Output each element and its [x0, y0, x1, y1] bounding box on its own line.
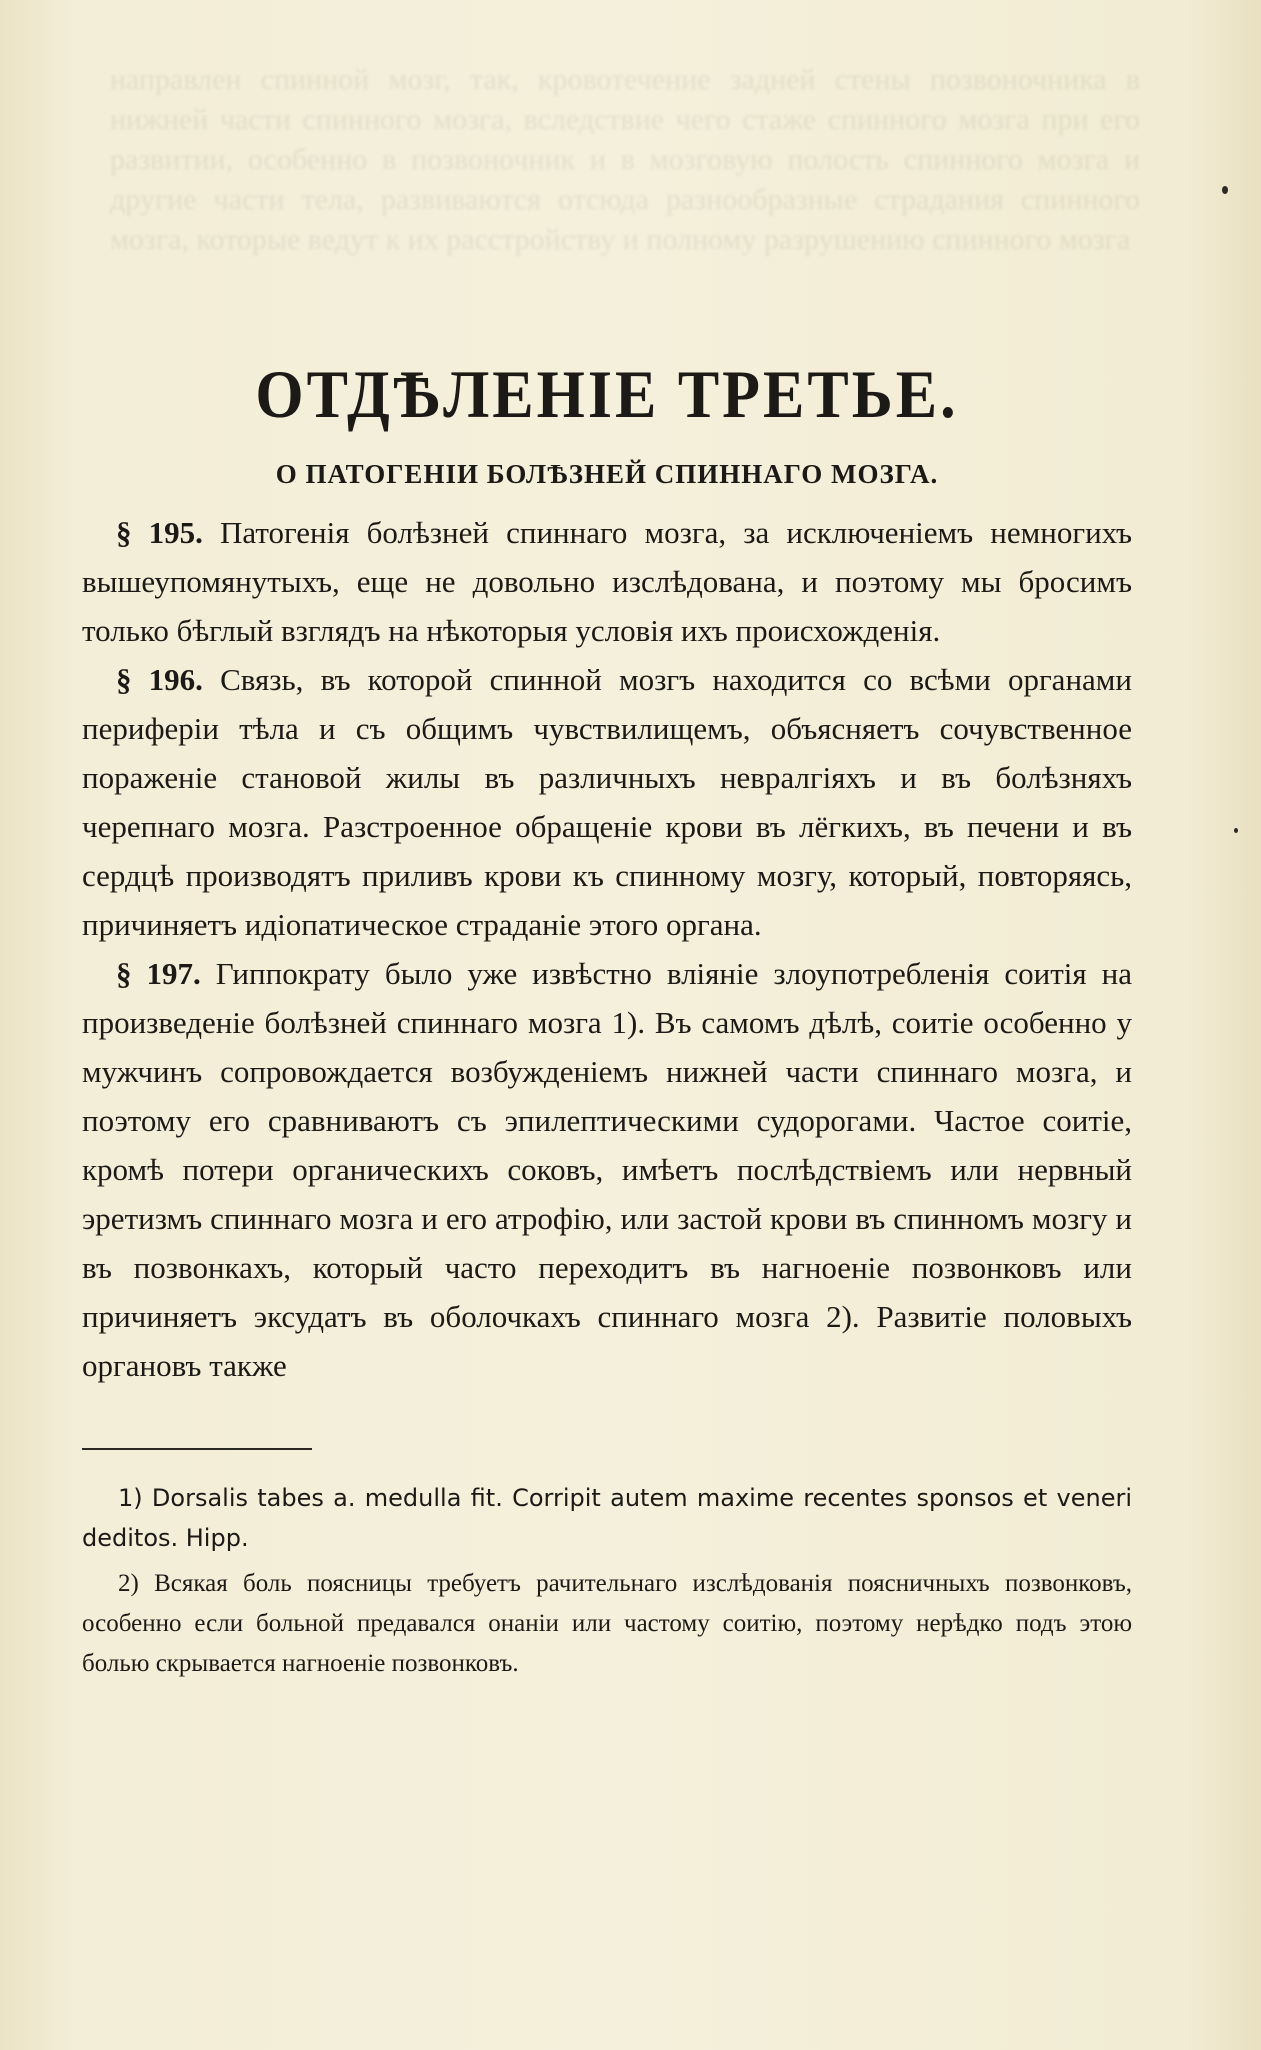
section-number: § 196. — [116, 662, 203, 697]
section-196 — [82, 655, 1132, 949]
footnote-1: 1) Dorsalis tabes a. medulla fit. Corripit autem maxime recentes sponsos et veneri deditos. Hipp. — [82, 1484, 1132, 1552]
chapter-title: ОТДѢЛЕНІЕ ТРЕТЬЕ. — [255, 357, 959, 433]
section-197 — [82, 949, 1132, 1390]
ink-speck — [1234, 828, 1238, 833]
footnote-2: 2) Всякая боль поясницы требуетъ рачительнаго изслѣдованія поясничныхъ позвонковъ, особенно если больной предавался онаніи или частому соитію, поэтому нерѣдко подъ этою болью скрывается нагноеніе позвонковъ. — [82, 1570, 1132, 1677]
chapter-subtitle: О ПАТОГЕНІИ БОЛѢЗНЕЙ СПИННАГО МОЗГА. — [275, 459, 939, 489]
main-content — [82, 357, 1133, 1690]
section-195 — [82, 508, 1132, 655]
section-text: Патогенія болѣзней спиннаго мозга, за исключеніемъ немногихъ вышеупомянутыхъ, еще не довольно изслѣдована, и поэтому мы бросимъ только бѣглый взглядъ на нѣкоторыя условія ихъ происхожденія. — [82, 515, 1133, 648]
section-number: § 195. — [116, 515, 203, 550]
footnote-divider — [82, 1448, 312, 1450]
section-text: Связь, въ которой спинной мозгъ находится со всѣми органами периферіи тѣла и съ общимъ чувствилищемъ, объясняетъ сочувственное пораженіе становой жилы въ различныхъ невралгіяхъ и въ болѣзняхъ черепнаго мозга. Разстроенное обращеніе крови въ лёгкихъ, въ печени и въ сердцѣ производятъ приливъ крови къ спинному мозгу, который, повторяясь, причиняетъ идіопатическое страданіе этого органа. — [82, 662, 1133, 942]
bleed-through-text: направлен спинной мозг, так, кровотечение задней стены позвоночника в нижней части спинного мозга, вследствие чего стаже спинного мозга при его развитии, особенно в позвоночник и в мозговую полость спинного мозга и другие части тела, развиваются отсюда разнообразные страдания спинного мозга, которые ведут к их расстройству и полному разрушению спинного мозга — [110, 63, 1140, 256]
ink-speck — [1222, 186, 1228, 194]
section-number: § 197. — [116, 956, 201, 991]
section-text: Гиппократу было уже извѣстно вліяніе злоупотребленія соитія на произведеніе болѣзней спиннаго мозга 1). Въ самомъ дѣлѣ, соитіе особенно у мужчинъ сопровождается возбужденіемъ нижней части спиннаго мозга, и поэтому его сравниваютъ съ эпилептическими судорогами. Частое соитіе, кромѣ потери органическихъ соковъ, имѣетъ послѣдствіемъ или нервный эретизмъ спиннаго мозга и его атрофію, или застой крови въ спинномъ мозгу и въ позвонкахъ, который часто переходитъ въ нагноеніе позвонковъ или причиняетъ эксудатъ въ оболочкахъ спиннаго мозга 2). Развитіе половыхъ органовъ также — [82, 956, 1132, 1383]
